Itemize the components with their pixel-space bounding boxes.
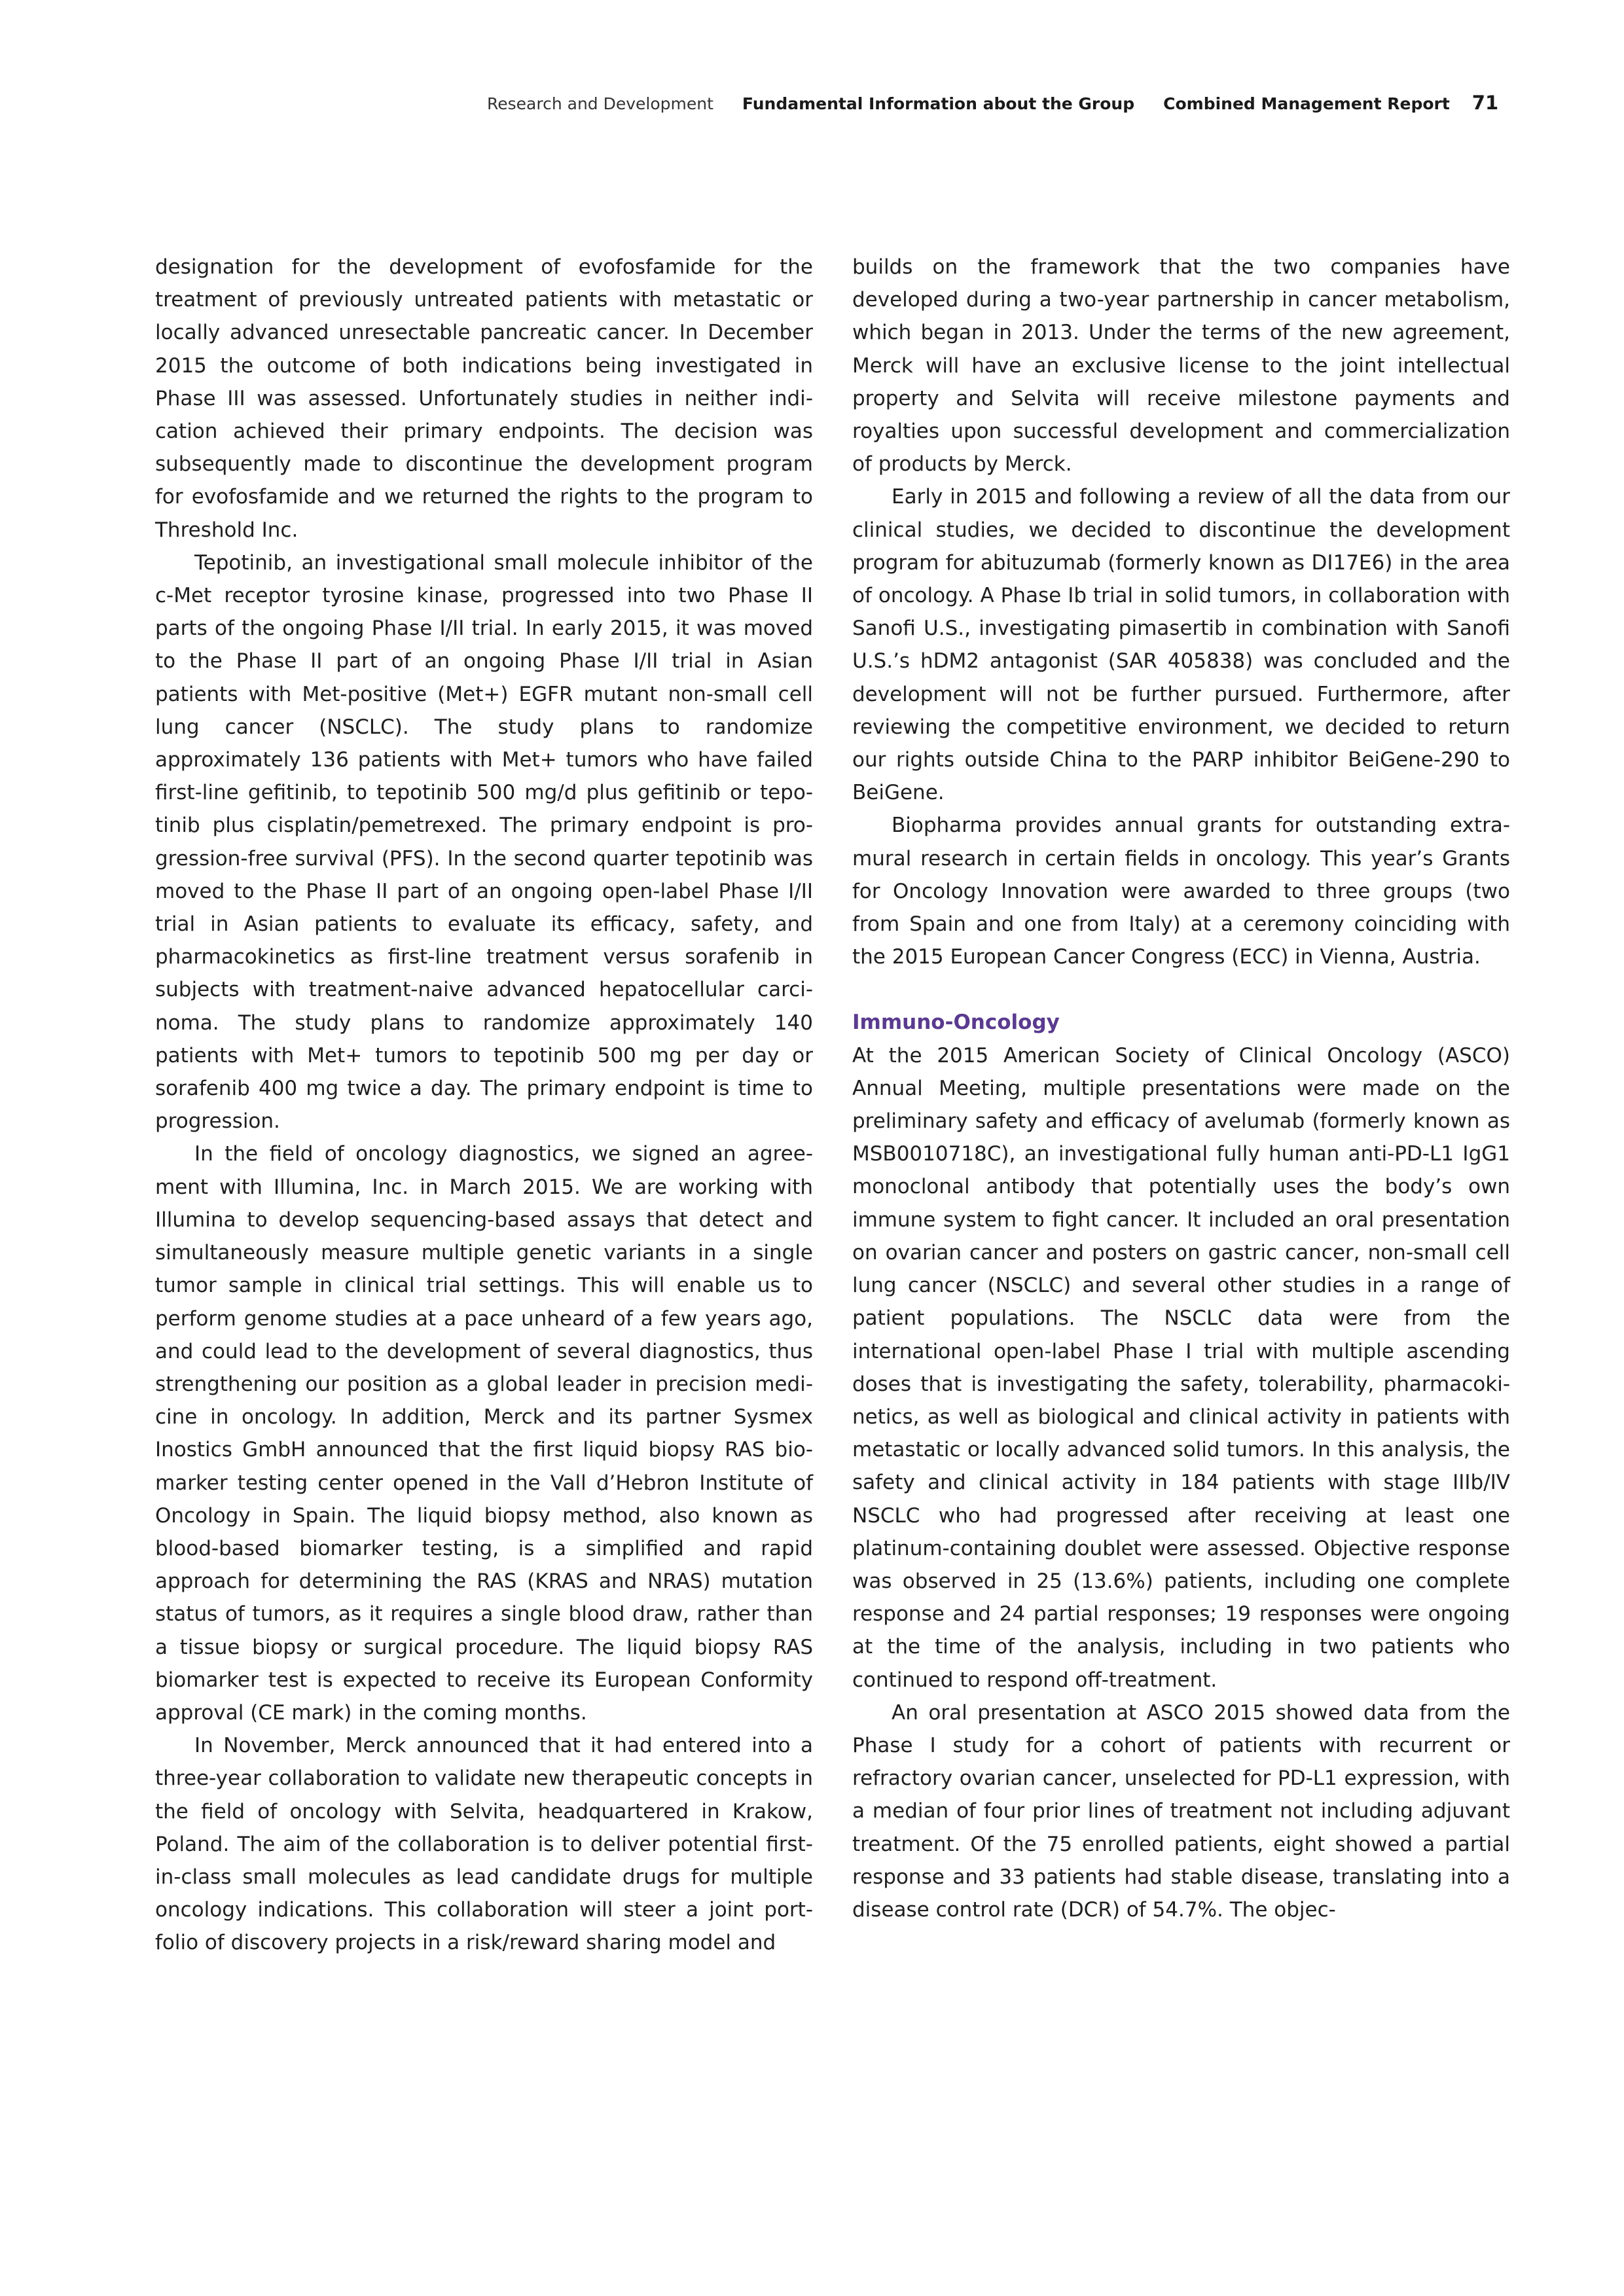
- section-heading: Immuno-Oncology: [852, 1011, 1060, 1035]
- left-column: [155, 251, 813, 1960]
- header-chapter: Fundamental Information about the Group: [742, 94, 1135, 113]
- paragraph: designation for the development of evofosfamide for the treatment of previously untreated patients with metastatic or locally advanced unresectable pancreatic cancer. In December 2015 the outcome of both indications being investigated in Phase III was assessed. Unfortunately studies in neither indication achieved their primary endpoints. The decision was subsequently made to discontinue the development program for evofosfamide and we returned the rights to the program to Threshold Inc.: [155, 255, 813, 542]
- header-report: Combined Management Report: [1163, 94, 1450, 113]
- paragraph: Early in 2015 and following a review of all the data from our clinical studies, we decided to discontinue the development program for abituzumab (formerly known as DI17E6) in the area of oncology. A Phase Ib trial in solid tumors, in collaboration with Sanofi U.S., investigating pimasertib in combination with Sanofi U.S.’s hDM2 antagonist (SAR 405838) was concluded and the development will not be further pursued. Furthermore, after reviewing the competitive environment, we decided to return our rights outside China to the PARP inhibitor BeiGene-290 to BeiGene.: [852, 485, 1510, 805]
- paragraph: At the 2015 American Society of Clinical Oncology (ASCO) Annual Meeting, multiple presentations were made on the preliminary safety and efficacy of avelumab (formerly known as MSB0010718C), an investigational fully human anti-PD-L1 IgG1 monoclonal antibody that potentially uses the body’s own immune system to fight cancer. It included an oral presentation on ovarian cancer and posters on gastric cancer, non-small cell lung cancer (NSCLC) and several other studies in a range of patient populations. The NSCLC data were from the international open-label Phase I trial with multiple ascending doses that is investigating the safety, tolerability, pharmacokinetics, as well as biological and clinical activity in patients with metastatic or locally advanced solid tumors. In this analysis, the safety and clinical activity in 184 patients with stage IIIb/IV NSCLC who had progressed after receiving at least one platinum-containing doublet were assessed. Objective response was observed in 25 (13.6%) patients, including one complete response and 24 partial responses; 19 responses were ongoing at the time of the analysis, including in two patients who continued to respond off-treatment.: [852, 1043, 1510, 1692]
- page-number: 71: [1471, 92, 1499, 114]
- paragraph: Biopharma provides annual grants for outstanding extramural research in certain fields in oncology. This year’s Grants for Oncology Innovation were awarded to three groups (two from Spain and one from Italy) at a ceremony coinciding with the 2015 European Cancer Congress (ECC) in Vienna, Austria.: [852, 814, 1510, 969]
- paragraph: In November, Merck announced that it had entered into a three-year collaboration to validate new therapeutic concepts in the field of oncology with Selvita, headquartered in Krakow, Poland. The aim of the collaboration is to deliver potential first-in-class small molecules as lead candidate drugs for multiple oncology indications. This collaboration will steer a joint portfolio of discovery projects in a risk/reward sharing model and: [155, 1734, 813, 1955]
- paragraph: An oral presentation at ASCO 2015 showed data from the Phase I study for a cohort of patients with recurrent or refractory ovarian cancer, unselected for PD-L1 expression, with a median of four prior lines of treatment not including adjuvant treatment. Of the 75 enrolled patients, eight showed a partial response and 33 patients had stable disease, translating into a disease control rate (DCR) of 54.7%. The objec-: [852, 1700, 1510, 1922]
- paragraph: In the field of oncology diagnostics, we signed an agreement with Illumina, Inc. in March 2015. We are working with Illumina to develop sequencing-based assays that detect and simultaneously measure multiple genetic variants in a single tumor sample in clinical trial settings. This will enable us to perform genome studies at a pace unheard of a few years ago, and could lead to the development of several diagnostics, thus strengthening our position as a global leader in precision medicine in oncology. In addition, Merck and its partner Sysmex Inostics GmbH announced that the first liquid biopsy RAS biomarker testing center opened in the Vall d’Hebron Institute of Oncology in Spain. The liquid biopsy method, also known as blood-based biomarker testing, is a simplified and rapid approach for determining the RAS (KRAS and NRAS) mutation status of tumors, as it requires a single blood draw, rather than a tissue biopsy or surgical procedure. The liquid biopsy RAS biomarker test is expected to receive its European Conformity approval (CE mark) in the coming months.: [155, 1142, 813, 1725]
- header-section: Research and Development: [487, 94, 713, 113]
- paragraph: builds on the framework that the two companies have developed during a two-year partnership in cancer metabolism, which began in 2013. Under the terms of the new agreement, Merck will have an exclusive license to the joint intellectual property and Selvita will receive milestone payments and royalties upon successful development and commercialization of products by Merck.: [852, 255, 1510, 476]
- right-column: [852, 251, 1510, 1926]
- running-header: [458, 92, 1499, 114]
- paragraph: Tepotinib, an investigational small molecule inhibitor of the c-Met receptor tyrosine kinase, progressed into two Phase II parts of the ongoing Phase I/II trial. In early 2015, it was moved to the Phase II part of an ongoing Phase I/II trial in Asian patients with Met-positive (Met+) EGFR mutant non-small cell lung cancer (NSCLC). The study plans to randomize approximately 136 patients with Met+ tumors who have failed first-line gefitinib, to tepotinib 500 mg/d plus gefitinib or tepotinib plus cisplatin/pemetrexed. The primary endpoint is progression-free survival (PFS). In the second quarter tepotinib was moved to the Phase II part of an ongoing open-label Phase I/II trial in Asian patients to evaluate its efficacy, safety, and pharmacokinetics as first-line treatment versus sorafenib in subjects with treatment-naive advanced hepatocellular carcinoma. The study plans to randomize approximately 140 patients with Met+ tumors to tepotinib 500 mg per day or sorafenib 400 mg twice a day. The primary endpoint is time to progression.: [155, 550, 813, 1134]
